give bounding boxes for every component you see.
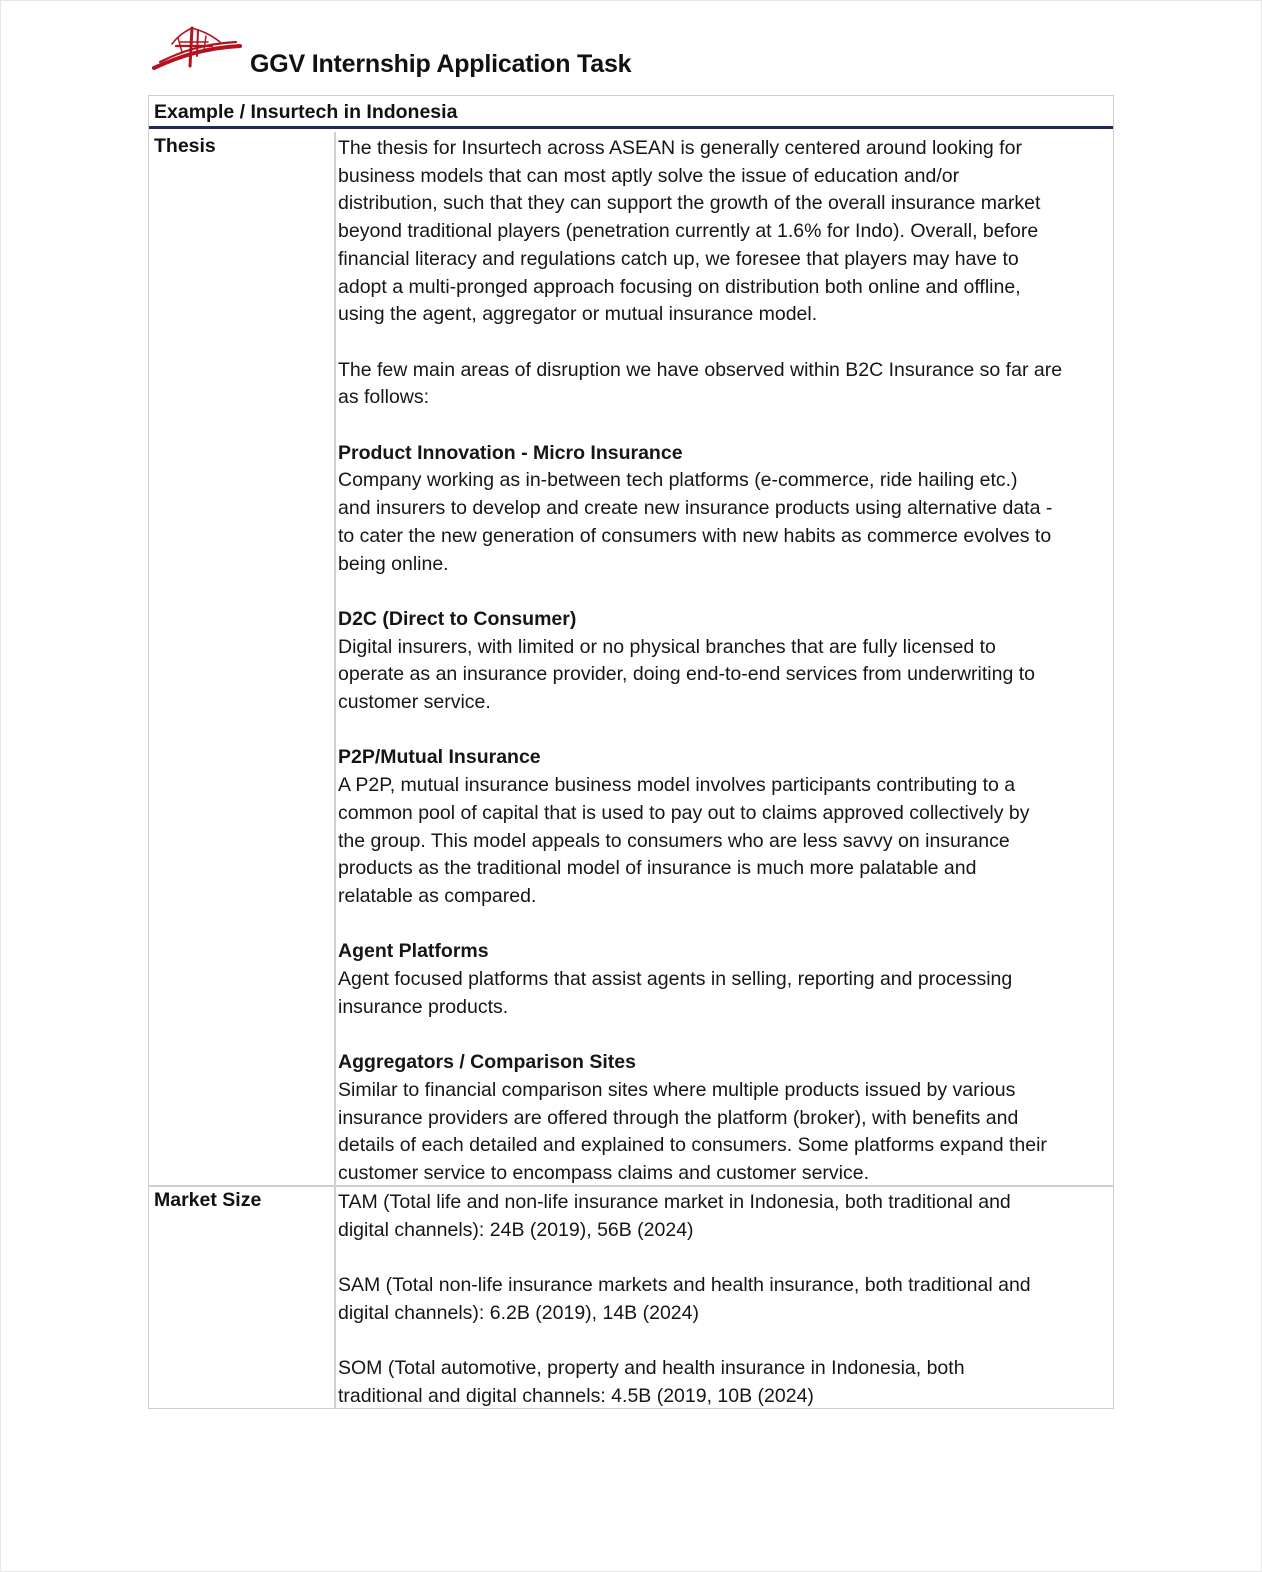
table-header: Example / Insurtech in Indonesia [154,101,458,123]
text-line: A P2P, mutual insurance business model involves participants contributing to a [338,774,1016,797]
text-line: SOM (Total automotive, property and health insurance in Indonesia, both [338,1357,965,1380]
section-heading: P2P/Mutual Insurance [338,746,541,769]
thesis-areas-paragraph [338,357,1112,412]
text-line: Company working as in-between tech platforms (e-commerce, ride hailing etc.) [338,469,1018,492]
text-line: The thesis for Insurtech across ASEAN is generally centered around looking for [338,137,1022,159]
text-line: digital channels): 6.2B (2019), 14B (2024) [338,1301,699,1324]
text-line: insurance providers are offered through the platform (broker), with benefits and [338,1106,1019,1129]
column-divider [334,132,336,1408]
text-line: traditional and digital channels: 4.5B (2019, 10B (2024) [338,1384,814,1407]
row-label-thesis: Thesis [154,135,216,157]
text-line: Agent focused platforms that assist agents in selling, reporting and processing [338,968,1013,991]
text-line: details of each detailed and explained to consumers. Some platforms expand their [338,1134,1047,1157]
text-line: operate as an insurance provider, doing end-to-end services from underwriting to [338,663,1035,686]
text-line: TAM (Total life and non-life insurance market in Indonesia, both traditional and [338,1191,1011,1213]
text-line: Similar to financial comparison sites where multiple products issued by various [338,1078,1016,1101]
text-line: products as the traditional model of insurance is much more palatable and [338,857,977,880]
insurtech-table [148,95,1114,1409]
text-line: SAM (Total non-life insurance markets and health insurance, both traditional and [338,1274,1031,1297]
section-aggregators [338,1049,1112,1188]
text-line: digital channels): 24B (2019), 56B (2024) [338,1218,694,1241]
text-line: common pool of capital that is used to pay out to claims approved collectively by [338,801,1030,824]
text-line: distribution, such that they can support the growth of the overall insurance market [338,192,1041,215]
text-line: financial literacy and regulations catch up, we foresee that players may have to [338,247,1019,270]
text-line: being online. [338,552,449,575]
text-line: beyond traditional players (penetration currently at 1.6% for Indo). Overall, before [338,220,1039,243]
tam-paragraph [338,1189,1112,1244]
section-agent-platforms [338,938,1112,1021]
text-line: customer service to encompass claims and customer service. [338,1161,870,1184]
text-line: using the agent, aggregator or mutual insurance model. [338,303,818,326]
ggv-logo-icon [150,22,242,74]
thesis-cell [338,135,1112,1188]
market-size-cell [338,1189,1112,1411]
text-line: relatable as compared. [338,884,537,907]
som-paragraph [338,1355,1112,1410]
section-d2c [338,606,1112,717]
table-header-row [149,96,1113,129]
document-title: GGV Internship Application Task [250,50,632,78]
section-heading: Agent Platforms [338,940,489,963]
section-heading: Product Innovation - Micro Insurance [338,441,683,464]
section-heading: Aggregators / Comparison Sites [338,1051,636,1074]
section-heading: D2C (Direct to Consumer) [338,607,577,630]
sam-paragraph [338,1272,1112,1327]
text-line: to cater the new generation of consumers with new habits as commerce evolves to [338,524,1052,547]
thesis-intro-paragraph [338,135,1112,329]
text-line: insurance products. [338,995,509,1018]
text-line: business models that can most aptly solve the issue of education and/or [338,164,960,187]
text-line: and insurers to develop and create new insurance products using alternative data - [338,497,1053,520]
row-label-market-size: Market Size [154,1189,262,1211]
text-line: Digital insurers, with limited or no physical branches that are fully licensed to [338,635,996,658]
text-line: adopt a multi-pronged approach focusing on distribution both online and offline, [338,275,1021,298]
text-line: as follows: [338,386,430,409]
section-product-innovation [338,440,1112,579]
section-p2p-mutual [338,744,1112,910]
text-line: The few main areas of disruption we have observed within B2C Insurance so far are [338,358,1063,381]
text-line: customer service. [338,691,491,714]
text-line: the group. This model appeals to consumers who are less savvy on insurance [338,829,1010,852]
